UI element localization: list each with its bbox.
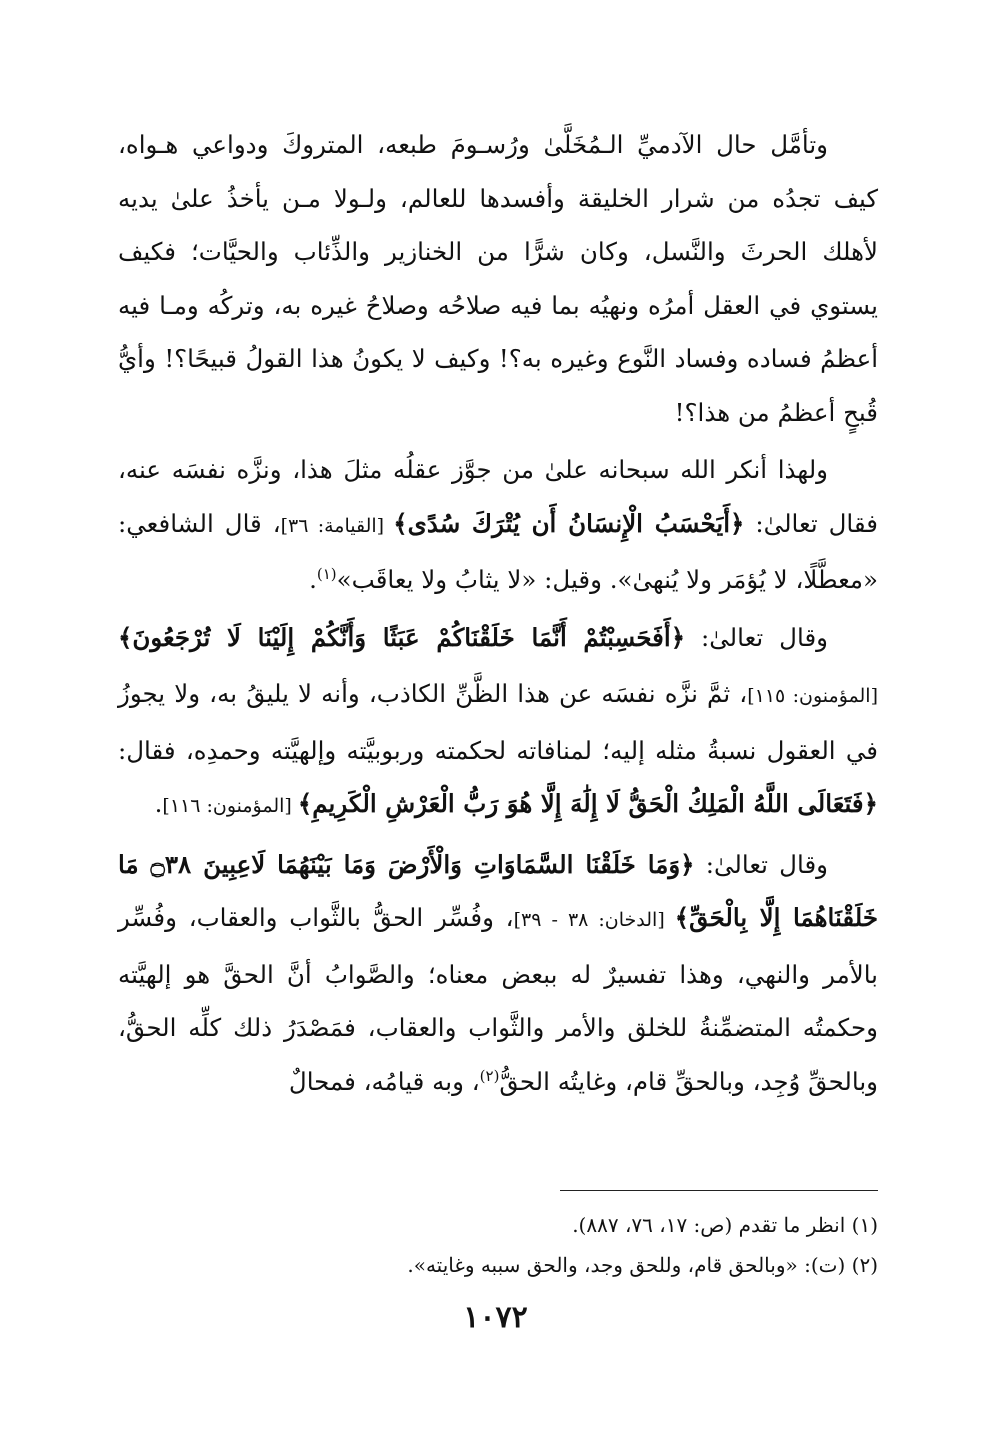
quran-verse: ﴿وَمَا خَلَقْنَا السَّمَاوَاتِ وَالْأَرْضَ وَمَا بَيْنَهُمَا لَاعِبِينَ ۝٣٨ مَا خَلَقْنَاهُمَا إِلَّا بِالْحَقِّ﴾ xyxy=(118,849,879,932)
paragraph-1 xyxy=(118,118,878,439)
text-run: . xyxy=(154,789,163,818)
text-run: . xyxy=(309,565,317,594)
text-run: ، وفُسِّر الحقُّ بالثَّواب والعقاب، وفُسِّر بالأمر والنهي، وهذا تفسيرٌ له ببعض معناه؛ والصَّوابُ أنَّ الحقَّ هو إلهيَّته وحكمتُه المتضمِّنةُ للخلق والأمر والثَّواب والعقاب، فمَصْدَرُ ذلك كلِّه الحقُّ، وبالحقِّ وُجِد، وبالحقِّ قام، وغايتُه الحقُّ xyxy=(118,903,878,1096)
text-run: وقال تعالىٰ: xyxy=(685,622,828,652)
footnote-separator xyxy=(560,1190,878,1191)
footnote-2: (٢) (ت): «وبالحق قام، وللحق وجد، والحق سببه وغايته». xyxy=(407,1253,878,1277)
footnote-marker: (٢) xyxy=(479,1066,500,1085)
main-text xyxy=(118,118,878,1108)
text-run: وقال تعالىٰ: xyxy=(694,849,828,879)
footnotes xyxy=(118,1205,878,1285)
text-run: ، ثمَّ نزَّه نفسَه عن هذا الظَّنِّ الكاذب، وأنه لا يليقُ به، ولا يجوزُ في العقول نسبةُ مثله إليه؛ لمنافاته لحكمته وربوبيَّته وإلهيَّته وحمدِه، فقال: xyxy=(118,679,878,765)
verse-reference: [القيامة: ٣٦] xyxy=(280,514,394,537)
quran-verse: ﴿فَتَعَالَى اللَّهُ الْمَلِكُ الْحَقُّ لَا إِلَٰهَ إِلَّا هُوَ رَبُّ الْعَرْشِ الْكَرِيمِ﴾ xyxy=(297,789,878,818)
quran-verse: ﴿أَفَحَسِبْتُمْ أَنَّمَا خَلَقْنَاكُمْ عَبَثًا وَأَنَّكُمْ إِلَيْنَا لَا تُرْجَعُونَ﴾ xyxy=(118,622,686,652)
footnote-1: (١) انظر ما تقدم (ص: ١٧، ٧٦، ٨٨٧). xyxy=(572,1213,878,1237)
paragraph-4 xyxy=(118,838,878,1109)
paragraph-3 xyxy=(118,611,878,834)
page-number: ١٠٧٢ xyxy=(463,1300,528,1335)
quran-verse: ﴿أَيَحْسَبُ الْإِنسَانُ أَن يُتْرَكَ سُدًى﴾ xyxy=(393,508,745,538)
footnote-marker: (١) xyxy=(316,564,337,583)
paragraph-2 xyxy=(118,443,878,607)
verse-reference: [المؤمنون: ١١٦] xyxy=(162,795,298,817)
text-run: ولهذا أنكر الله سبحانه علىٰ من جوَّز عقلُه مثلَ هذا، ونزَّه نفسَه عنه، فقال تعالىٰ: xyxy=(118,455,878,538)
verse-reference: [الدخان: ٣٨ - ٣٩] xyxy=(513,909,675,931)
text-run: ، قال الشافعي: «معطَّلًا، لا يُؤمَر ولا يُنهىٰ». وقيل: «لا يثابُ ولا يعاقَب» xyxy=(118,508,878,594)
text-run: وتأمَّل حال الآدميِّ الـمُخَلَّىٰ ورُسـومَ طبعه، المتروكَ ودواعي هـواه، كيف تجدُه من شرار الخليقة وأفسدها للعالم، ولـولا مـن يأخذُ علىٰ يديه لأهلك الحرثَ والنَّسل، وكان شرًّا من الخنازير والذِّئاب والحيَّات؛ فكيف يستوي في العقل أمرُه ونهيُه بما فيه صلاحُه وصلاحُ غيره به، وتركُه ومـا فيه أعظمُ فساده وفساد النَّوع وغيره به؟! وكيف لا يكونُ هذا القولُ قبيحًا؟! وأيُّ قُبحٍ أعظمُ من هذا؟! xyxy=(118,130,878,427)
verse-reference: [المؤمنون: ١١٥] xyxy=(747,685,878,707)
text-run: ، وبه قيامُه، فمحالٌ xyxy=(288,1066,480,1096)
